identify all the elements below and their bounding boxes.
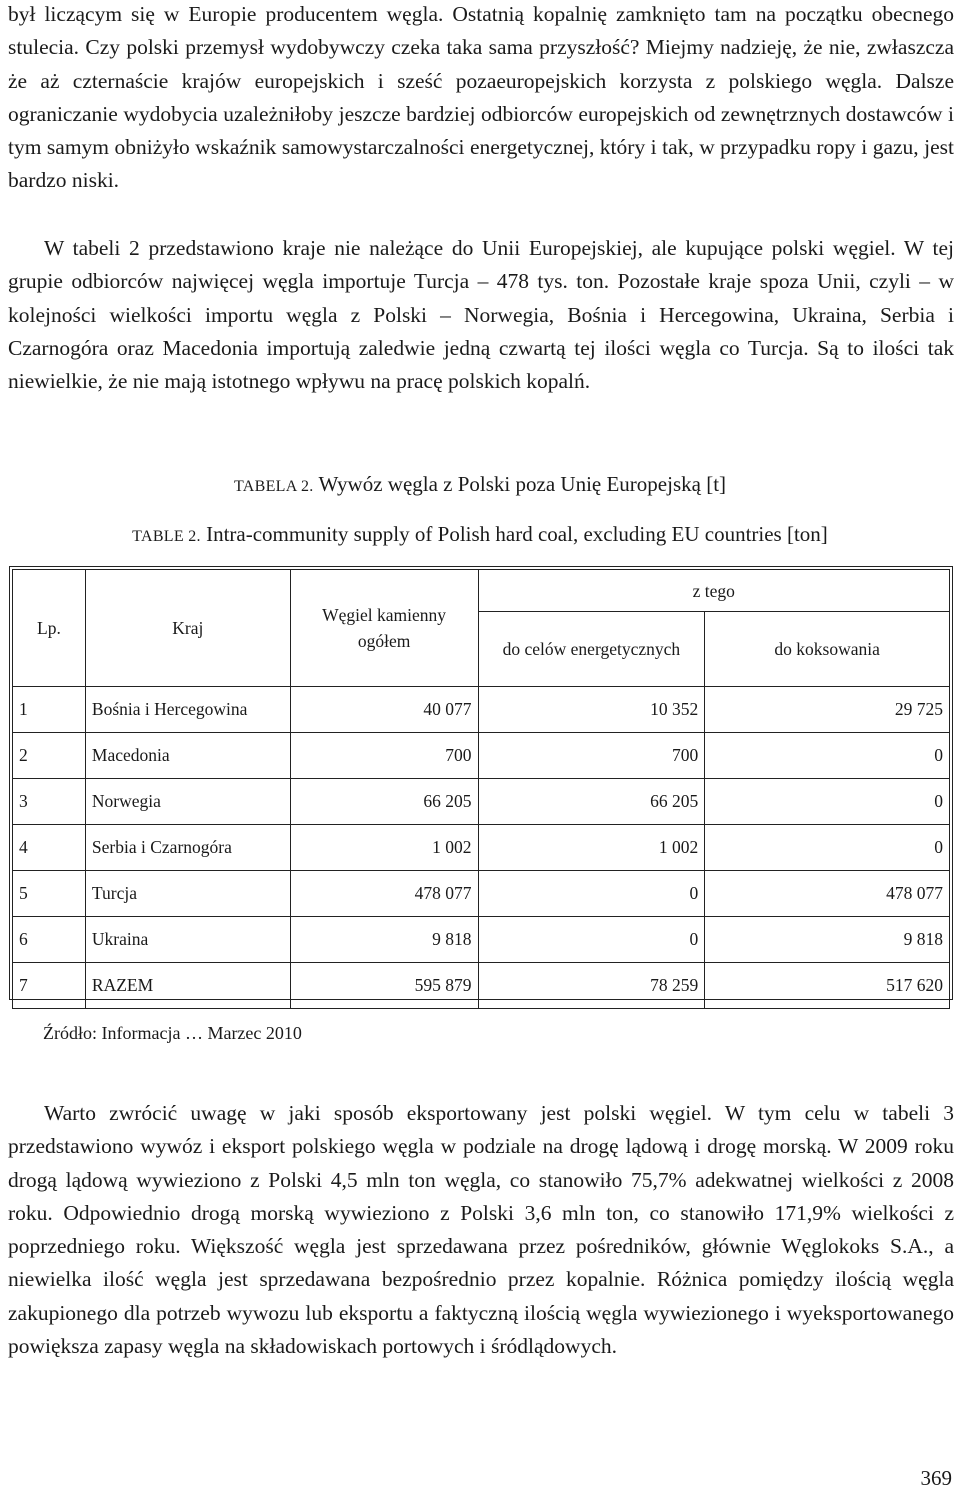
row-energetyczne-cell: 1 002: [478, 825, 705, 871]
row-kraj-cell: Bośnia i Hercegowina: [85, 687, 290, 733]
row-koksowanie-cell: 9 818: [705, 917, 950, 963]
row-wegiel-ogolem-cell: 595 879: [290, 963, 478, 1009]
row-lp-cell: 7: [13, 963, 86, 1009]
table-row: [13, 779, 950, 825]
table-row: [13, 963, 950, 1009]
header-koksowanie: do koksowania: [705, 612, 950, 687]
coal-export-table: [12, 569, 950, 1009]
row-wegiel-ogolem-cell: 9 818: [290, 917, 478, 963]
caption-text-english: Intra-community supply of Polish hard coal, excluding EU countries [ton]: [206, 522, 828, 546]
table-caption-polish: [0, 472, 960, 497]
table-body: [13, 687, 950, 1009]
header-wegiel-ogolem: Węgiel kamienny ogółem: [290, 570, 478, 687]
row-koksowanie-cell: 0: [705, 825, 950, 871]
header-energetyczne: do celów energetycznych: [478, 612, 705, 687]
row-lp-cell: 5: [13, 871, 86, 917]
row-wegiel-ogolem-cell: 66 205: [290, 779, 478, 825]
row-energetyczne-cell: 78 259: [478, 963, 705, 1009]
row-energetyczne-cell: 0: [478, 871, 705, 917]
row-kraj-cell: Norwegia: [85, 779, 290, 825]
table-source: Źródło: Informacja … Marzec 2010: [43, 1023, 302, 1043]
header-lp: Lp.: [13, 570, 86, 687]
row-energetyczne-cell: 0: [478, 917, 705, 963]
row-lp-cell: 3: [13, 779, 86, 825]
caption-text-polish: Wywóz węgla z Polski poza Unię Europejską [t]: [318, 472, 727, 496]
row-kraj-cell: Ukraina: [85, 917, 290, 963]
row-wegiel-ogolem-cell: 478 077: [290, 871, 478, 917]
row-wegiel-ogolem-cell: 40 077: [290, 687, 478, 733]
row-kraj-cell: RAZEM: [85, 963, 290, 1009]
row-lp-cell: 2: [13, 733, 86, 779]
row-energetyczne-cell: 10 352: [478, 687, 705, 733]
row-koksowanie-cell: 478 077: [705, 871, 950, 917]
row-koksowanie-cell: 517 620: [705, 963, 950, 1009]
row-koksowanie-cell: 0: [705, 779, 950, 825]
row-energetyczne-cell: 66 205: [478, 779, 705, 825]
caption-label-polish: TABELA 2.: [233, 478, 314, 495]
row-lp-cell: 6: [13, 917, 86, 963]
row-wegiel-ogolem-cell: 700: [290, 733, 478, 779]
paragraph-export-routes: Warto zwrócić uwagę w jaki sposób eksportowany jest polski węgiel. W tym celu w tabeli 3 przedstawiono wywóz i eksport polskiego węgla w podziale na drogę lądową i drogę morską. W 2009 roku drogą lądową wywieziono z Polski 4,5 mln ton węgla, co stanowiło 75,7% adekwatnej wielkości z 2008 roku. Odpowiednio drogą morską wywieziono z Polski 3,6 mln ton, co stanowiło 171,9% wielkości z poprzedniego roku. Większość węgla jest sprzedawana przez pośredników, głównie Węglokoks S.A., a niewielka ilość węgla jest sprzedawana bezpośrednio przez kopalnie. Różnica pomiędzy ilością węgla zakupionego dla potrzeb wywozu lub eksportu a faktyczną ilością węgla wywiezionego i wyeksportowanego powiększa zapasy węgla na składowiskach portowych i śródlądowych.: [8, 1101, 954, 1359]
table-row: [13, 917, 950, 963]
header-kraj: Kraj: [85, 570, 290, 687]
page-number: 369: [920, 1466, 952, 1490]
row-wegiel-ogolem-cell: 1 002: [290, 825, 478, 871]
table-row: [13, 687, 950, 733]
caption-label-english: TABLE 2.: [132, 528, 201, 545]
table-caption-english: [0, 522, 960, 547]
row-lp-cell: 1: [13, 687, 86, 733]
row-kraj-cell: Macedonia: [85, 733, 290, 779]
row-koksowanie-cell: 29 725: [705, 687, 950, 733]
row-lp-cell: 4: [13, 825, 86, 871]
row-kraj-cell: Serbia i Czarnogóra: [85, 825, 290, 871]
row-energetyczne-cell: 700: [478, 733, 705, 779]
row-koksowanie-cell: 0: [705, 733, 950, 779]
table-row: [13, 871, 950, 917]
header-z-tego: z tego: [478, 570, 950, 612]
paragraph-intro: był liczącym się w Europie producentem węgla. Ostatnią kopalnię zamknięto tam na początku obecnego stulecia. Czy polski przemysł wydobywczy czeka taka sama przyszłość? Miejmy nadzieję, że nie, zwłaszcza że aż czternaście krajów europejskich i sześć pozaeuropejskich korzysta z polskiego węgla. Dalsze ograniczanie wydobycia uzależniłoby jeszcze bardziej odbiorców europejskich od zewnętrznych dostawców i tym samym obniżyło wskaźnik samowystarczalności energetycznej, który i tak, w przypadku ropy i gazu, jest bardzo niski.: [8, 2, 954, 193]
row-kraj-cell: Turcja: [85, 871, 290, 917]
table-row: [13, 825, 950, 871]
paragraph-table-description: W tabeli 2 przedstawiono kraje nie należące do Unii Europejskiej, ale kupujące polski węgiel. W tej grupie odbiorców najwięcej węgla importuje Turcja – 478 tys. ton. Pozostałe kraje spoza Unii, czyli – w kolejności wielkości importu węgla z Polski – Norwegia, Bośnia i Hercegowina, Ukraina, Serbia i Czarnogóra oraz Macedonia importują zaledwie jedną czwartą tej ilości węgla co Turcja. Są to ilości tak niewielkie, że nie mają istotnego wpływu na pracę polskich kopalń.: [8, 236, 954, 394]
table-row: [13, 733, 950, 779]
